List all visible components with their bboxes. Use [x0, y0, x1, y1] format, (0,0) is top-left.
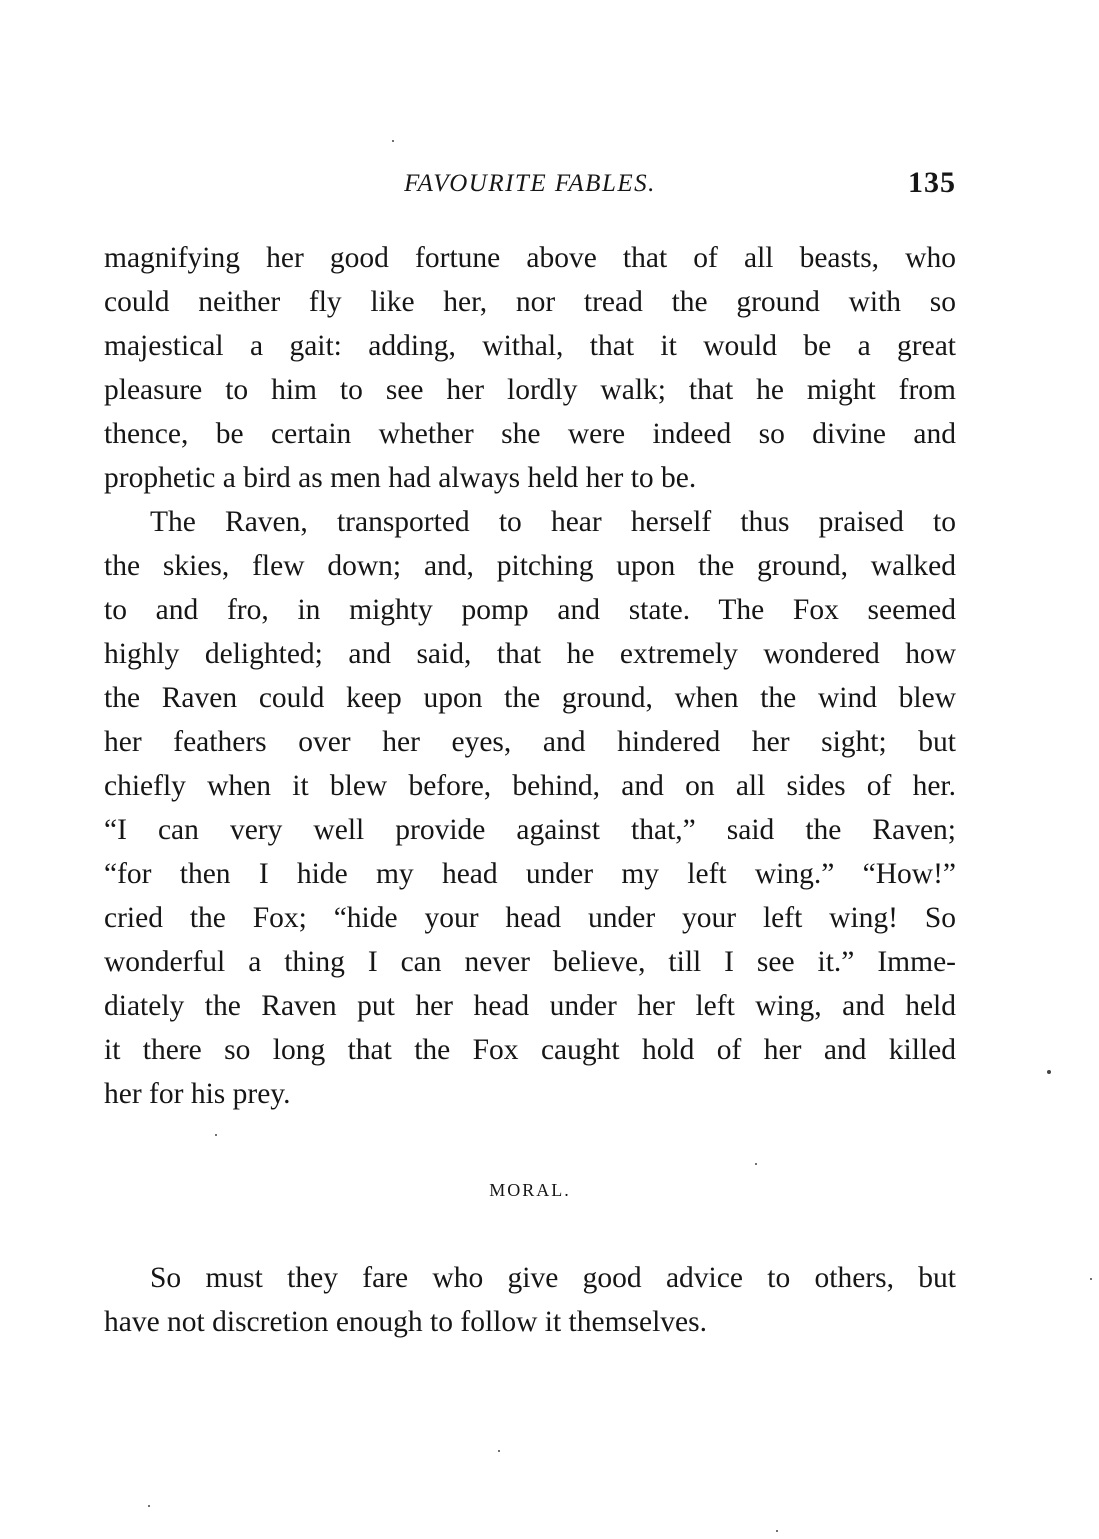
scan-speck — [215, 1134, 217, 1136]
text-line: the Raven could keep upon the ground, when the wind blew — [104, 682, 956, 714]
text-line: magnifying her good fortune above that of all beasts, who — [104, 242, 956, 274]
running-head — [104, 166, 956, 210]
scan-speck — [392, 140, 394, 142]
text-line: have not discretion enough to follow it themselves. — [104, 1306, 707, 1338]
paragraph-2 — [104, 500, 956, 1116]
scan-speck — [755, 1163, 757, 1165]
scan-speck — [1090, 1278, 1092, 1280]
running-title: FAVOURITE FABLES. — [404, 170, 656, 197]
text-line: the skies, flew down; and, pitching upon the ground, walked — [104, 550, 956, 582]
moral-heading: MORAL. — [489, 1180, 571, 1200]
scan-speck — [498, 1450, 500, 1452]
text-line: majestical a gait: adding, withal, that it would be a great — [104, 330, 956, 362]
text-line: cried the Fox; “hide your head under your left wing! So — [104, 902, 956, 934]
scan-speck — [1047, 1070, 1051, 1074]
text-line: wonderful a thing I can never believe, till I see it.” Imme- — [104, 946, 956, 978]
scan-speck — [148, 1505, 150, 1507]
text-line: her feathers over her eyes, and hindered her sight; but — [104, 726, 956, 758]
text-line: prophetic a bird as men had always held her to be. — [104, 462, 697, 494]
text-line: her for his prey. — [104, 1078, 291, 1110]
text-line: The Raven, transported to hear herself thus praised to — [150, 506, 956, 538]
text-line: highly delighted; and said, that he extremely wondered how — [104, 638, 956, 670]
text-line: could neither fly like her, nor tread the ground with so — [104, 286, 956, 318]
text-line: chiefly when it blew before, behind, and on all sides of her. — [104, 770, 956, 802]
moral-paragraph — [104, 1256, 956, 1344]
text-line: diately the Raven put her head under her left wing, and held — [104, 990, 956, 1022]
text-line: to and fro, in mighty pomp and state. The Fox seemed — [104, 594, 956, 626]
text-line: So must they fare who give good advice to others, but — [150, 1262, 956, 1294]
page-number: 135 — [908, 166, 956, 199]
text-line: thence, be certain whether she were indeed so divine and — [104, 418, 956, 450]
text-line: “for then I hide my head under my left wing.” “How!” — [104, 858, 956, 890]
scan-speck — [776, 1530, 778, 1532]
paragraph-1 — [104, 236, 956, 500]
text-line: “I can very well provide against that,” said the Raven; — [104, 814, 956, 846]
text-line: it there so long that the Fox caught hold of her and killed — [104, 1034, 956, 1066]
text-line: pleasure to him to see her lordly walk; that he might from — [104, 374, 956, 406]
